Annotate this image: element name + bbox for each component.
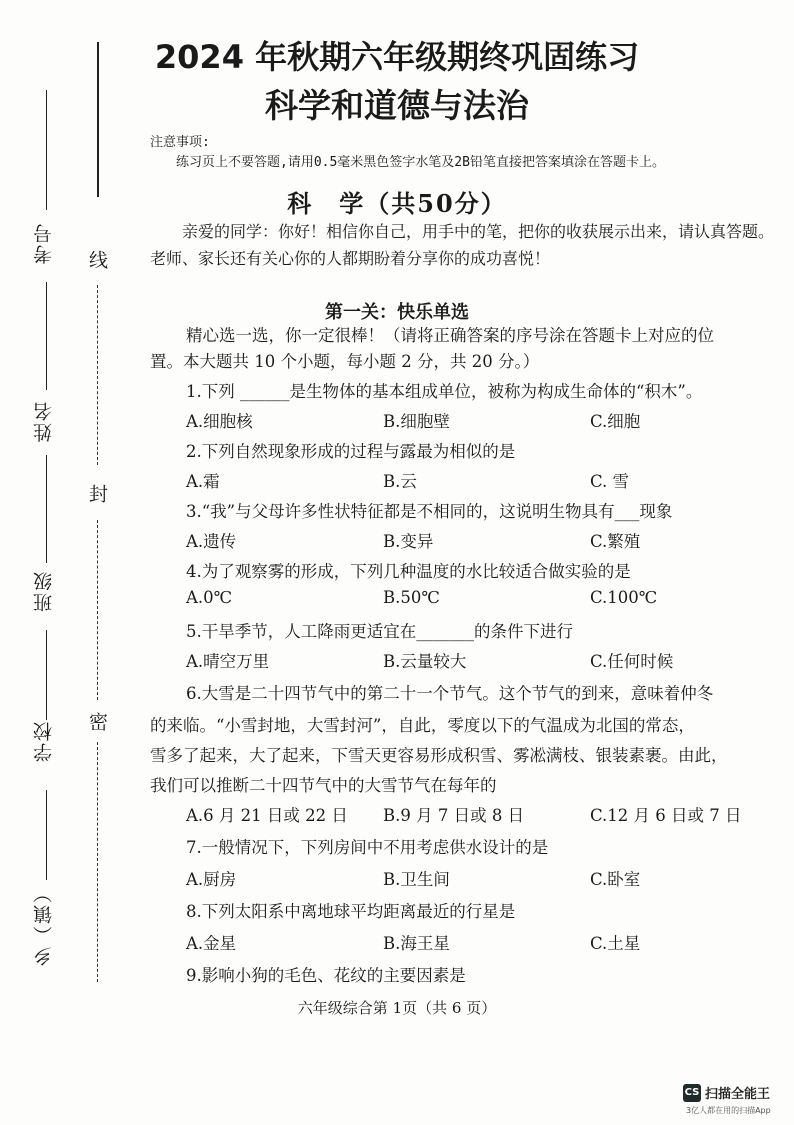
q4-option-b: B.50℃ — [383, 588, 440, 607]
q8-option-c: C.土星 — [590, 934, 641, 953]
watermark-app-name: 扫描全能王 — [705, 1087, 771, 1102]
question-7: 7.一般情况下，下列房间中不用考虑供水设计的是 — [186, 838, 549, 857]
greeting-line-1: 亲爱的同学：你好！相信你自己，用手中的笔，把你的收获展示出来，请认真答题。 — [182, 222, 775, 241]
camscanner-icon: CS — [683, 1084, 701, 1102]
q3-option-c: C.繁殖 — [590, 532, 641, 551]
page-title: 2024 年秋期六年级期终巩固练习 — [154, 38, 640, 76]
greeting — [150, 218, 790, 272]
question-5: 5.干旱季节，人工降雨更适宜在_______的条件下进行 — [186, 622, 573, 641]
question-6-line-3: 雪多了起来，大了起来，下雪天更容易形成积雪、雾凇满枝、银装素裹。由此， — [150, 746, 728, 765]
question-1: 1.下列 ______是生物体的基本组成单位，被称为构成生命体的“积木”。 — [186, 382, 703, 401]
scanner-watermark — [683, 1083, 770, 1102]
line-mark: 线 — [86, 250, 108, 271]
question-6: 6.大雪是二十四节气中的第二十一个节气。这个节气的到来，意味着仲冬 — [186, 684, 714, 703]
class-label: 班级 — [33, 570, 55, 612]
notice-text: 练习页上不要答题,请用0.5毫米黑色签字水笔及2B铅笔直接把答案填涂在答题卡上。 — [176, 155, 665, 170]
question-6-line-4: 我们可以推断二十四节气中的大雪节气在每年的 — [150, 776, 497, 795]
q6-option-c: C.12 月 6 日或 7 日 — [590, 806, 742, 825]
q6-option-a: A.6 月 21 日或 22 日 — [186, 806, 348, 825]
q5-option-a: A.晴空万里 — [186, 652, 270, 671]
question-3: 3.“我”与父母许多性状特征都是不相同的，这说明生物具有___现象 — [186, 502, 673, 521]
q4-option-c: C.100℃ — [590, 588, 658, 607]
part-title: 第一关：快乐单选 — [325, 302, 469, 323]
q1-option-a: A.细胞核 — [186, 412, 253, 431]
exam-no-label: 考号 — [33, 222, 55, 264]
town-underline — [46, 790, 47, 880]
town-label: 乡（镇） — [33, 882, 55, 966]
q4-option-a: A.0℃ — [186, 588, 233, 607]
q7-option-b: B.卫生间 — [383, 870, 450, 889]
seal-mark: 封 — [86, 484, 108, 505]
school-label: 学校 — [33, 720, 55, 762]
q1-option-c: C.细胞 — [590, 412, 641, 431]
greeting-line-2: 老师、家长还有关心你的人都期盼着分享你的成功喜悦！ — [150, 249, 551, 268]
question-9: 9.影响小狗的毛色、花纹的主要因素是 — [186, 966, 466, 985]
page-footer: 六年级综合第 1页（共 6 页） — [297, 999, 497, 1017]
instruction-line-2: 置。本大题共 10 个小题，每小题 2 分，共 20 分。） — [150, 352, 540, 371]
name-label: 姓名 — [33, 400, 55, 442]
q1-option-b: B.细胞壁 — [383, 412, 450, 431]
q8-option-b: B.海王星 — [383, 934, 450, 953]
q7-option-c: C.卧室 — [590, 870, 641, 889]
question-6-line-2: 的来临。“小雪封地，大雪封河”，自此，零度以下的气温成为北国的常态， — [150, 716, 695, 735]
secret-mark: 密 — [86, 712, 108, 733]
binding-dash-2 — [97, 520, 98, 700]
question-2: 2.下列自然现象形成的过程与露最为相似的是 — [186, 442, 516, 461]
q3-option-a: A.遗传 — [186, 532, 237, 551]
q3-option-b: B.变异 — [383, 532, 434, 551]
watermark-tagline: 3亿人都在用的扫描App — [686, 1106, 771, 1115]
binding-dash-3 — [97, 742, 98, 982]
section-title: 科 学（共50分） — [287, 189, 507, 218]
school-underline — [46, 630, 47, 720]
q5-option-c: C.任何时候 — [590, 652, 674, 671]
instruction-line-1: 精心选一选，你一定很棒！（请将正确答案的序号涂在答题卡上对应的位 — [186, 326, 714, 345]
notice-heading: 注意事项: — [150, 135, 210, 150]
q7-option-a: A.厨房 — [186, 870, 237, 889]
q8-option-a: A.金星 — [186, 934, 237, 953]
q6-option-b: B.9 月 7 日或 8 日 — [383, 806, 525, 825]
q5-option-b: B.云量较大 — [383, 652, 467, 671]
class-underline — [46, 455, 47, 563]
question-4: 4.为了观察雾的形成，下列几种温度的水比较适合做实验的是 — [186, 562, 631, 581]
question-8: 8.下列太阳系中离地球平均距离最近的行星是 — [186, 902, 516, 921]
q2-option-c: C. 雪 — [590, 472, 630, 491]
q2-option-a: A.霜 — [186, 472, 220, 491]
page-subtitle: 科学和道德与法治 — [265, 86, 529, 125]
q2-option-b: B.云 — [383, 472, 417, 491]
